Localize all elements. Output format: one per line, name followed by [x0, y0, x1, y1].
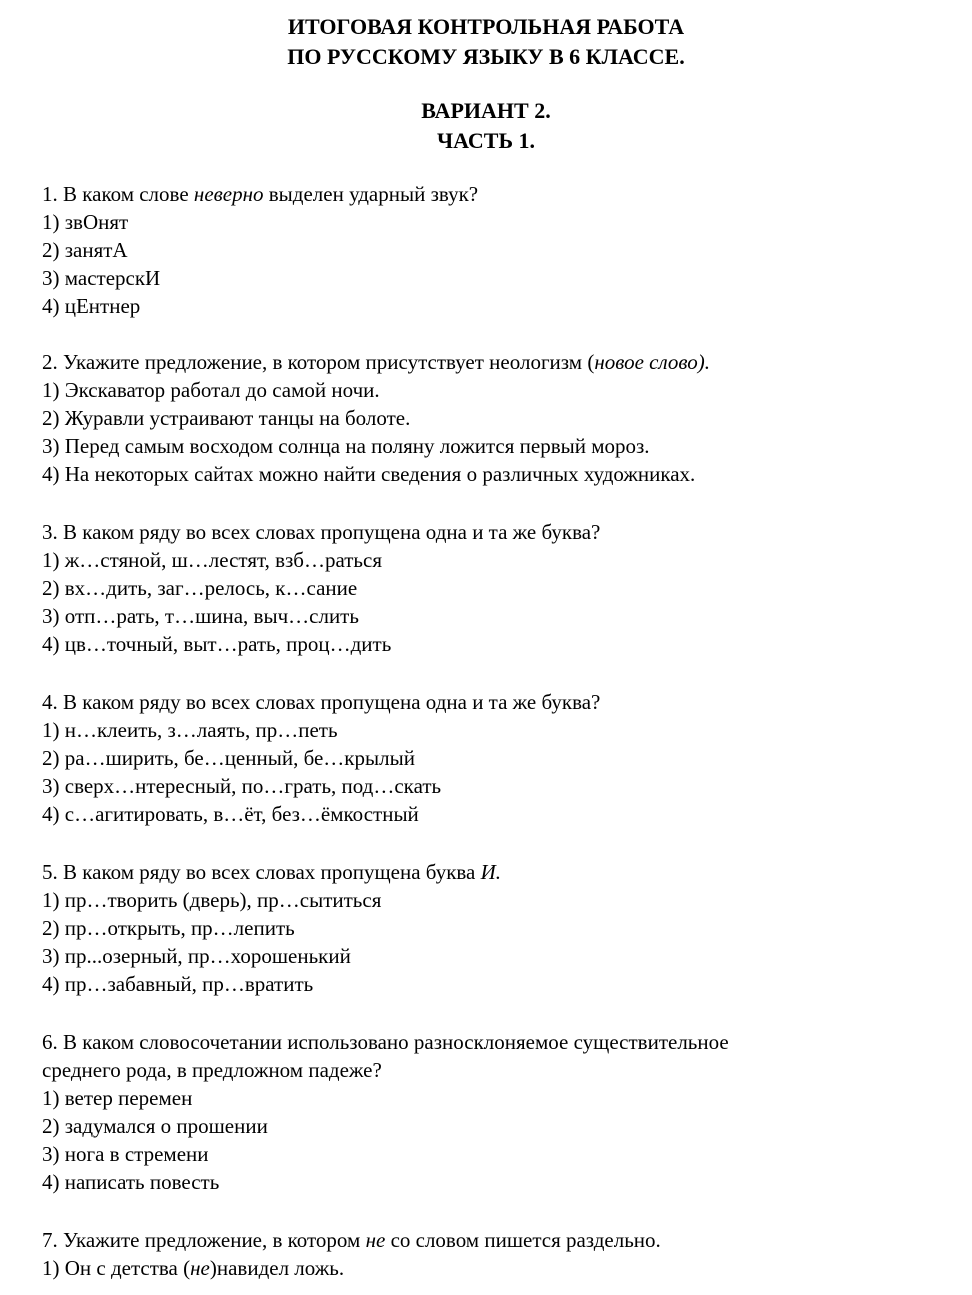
question-6-text-line-1: 6. В каком словосочетании использовано разносклоняемое существительное	[42, 1030, 729, 1054]
title-line-1: ИТОГОВАЯ КОНТРОЛЬНАЯ РАБОТА	[287, 14, 685, 39]
question-4	[42, 688, 914, 828]
question-4-option-4: 4) с…агитировать, в…ёт, без…ёмкостный	[42, 802, 419, 826]
question-7-text: 7. Укажите предложение, в котором не со словом пишется раздельно.	[42, 1228, 661, 1252]
question-1-option-1: 1) звОнят	[42, 210, 129, 234]
question-4-option-3: 3) сверх…нтересный, по…грать, под…скать	[42, 774, 442, 798]
variant-label: ВАРИАНТ 2.	[421, 98, 551, 123]
part-label: ЧАСТЬ 1.	[436, 128, 536, 153]
question-7-option-1: 1) Он с детства (не)навидел ложь.	[42, 1256, 345, 1280]
title-line-2: ПО РУССКОМУ ЯЗЫКУ В 6 КЛАССЕ.	[287, 44, 685, 69]
question-5-option-4: 4) пр…забавный, пр…вратить	[42, 972, 314, 996]
question-6-option-2: 2) задумался о прошении	[42, 1114, 268, 1138]
question-2-option-3: 3) Перед самым восходом солнца на поляну ложится первый мороз.	[42, 434, 650, 458]
question-6-option-3: 3) нога в стремени	[42, 1142, 209, 1166]
question-3-option-1: 1) ж…стяной, ш…лестят, взб…раться	[42, 548, 382, 572]
question-5-option-2: 2) пр…открыть, пр…лепить	[42, 916, 295, 940]
question-6-option-4: 4) написать повесть	[42, 1170, 220, 1194]
question-6-option-1: 1) ветер перемен	[42, 1086, 193, 1110]
question-3	[42, 518, 914, 658]
question-5-option-1: 1) пр…творить (дверь), пр…сытиться	[42, 888, 382, 912]
question-3-option-4: 4) цв…точный, выт…рать, проц…дить	[42, 632, 392, 656]
variant-heading	[0, 96, 972, 156]
question-5-text: 5. В каком ряду во всех словах пропущена буква И.	[42, 860, 502, 884]
question-4-option-2: 2) ра…ширить, бе…ценный, бе…крылый	[42, 746, 415, 770]
question-2-option-4: 4) На некоторых сайтах можно найти сведения о различных художниках.	[42, 462, 696, 486]
question-2-option-1: 1) Экскаватор работал до самой ночи.	[42, 378, 380, 402]
question-2-option-2: 2) Журавли устраивают танцы на болоте.	[42, 406, 411, 430]
question-4-option-1: 1) н…клеить, з…лаять, пр…петь	[42, 718, 338, 742]
question-4-text: 4. В каком ряду во всех словах пропущена одна и та же буква?	[42, 690, 601, 714]
question-6	[42, 1028, 914, 1196]
question-3-option-3: 3) отп…рать, т…шина, выч…слить	[42, 604, 359, 628]
question-1-text: 1. В каком слове неверно выделен ударный звук?	[42, 182, 479, 206]
question-6-text-line-2: среднего рода, в предложном падеже?	[42, 1058, 382, 1082]
question-2	[42, 348, 914, 488]
document-title	[0, 12, 972, 72]
question-1-option-2: 2) занятА	[42, 238, 128, 262]
question-5-option-3: 3) пр...озерный, пр…хорошенький	[42, 944, 351, 968]
question-1-option-3: 3) мастерскИ	[42, 266, 161, 290]
question-7	[42, 1226, 914, 1282]
question-5	[42, 858, 914, 998]
question-1	[42, 180, 914, 320]
question-1-option-4: 4) цЕнтнер	[42, 294, 141, 318]
question-3-option-2: 2) вх…дить, заг…релось, к…сание	[42, 576, 358, 600]
question-3-text: 3. В каком ряду во всех словах пропущена одна и та же буква?	[42, 520, 601, 544]
question-2-text: 2. Укажите предложение, в котором присутствует неологизм (новое слово).	[42, 350, 710, 374]
